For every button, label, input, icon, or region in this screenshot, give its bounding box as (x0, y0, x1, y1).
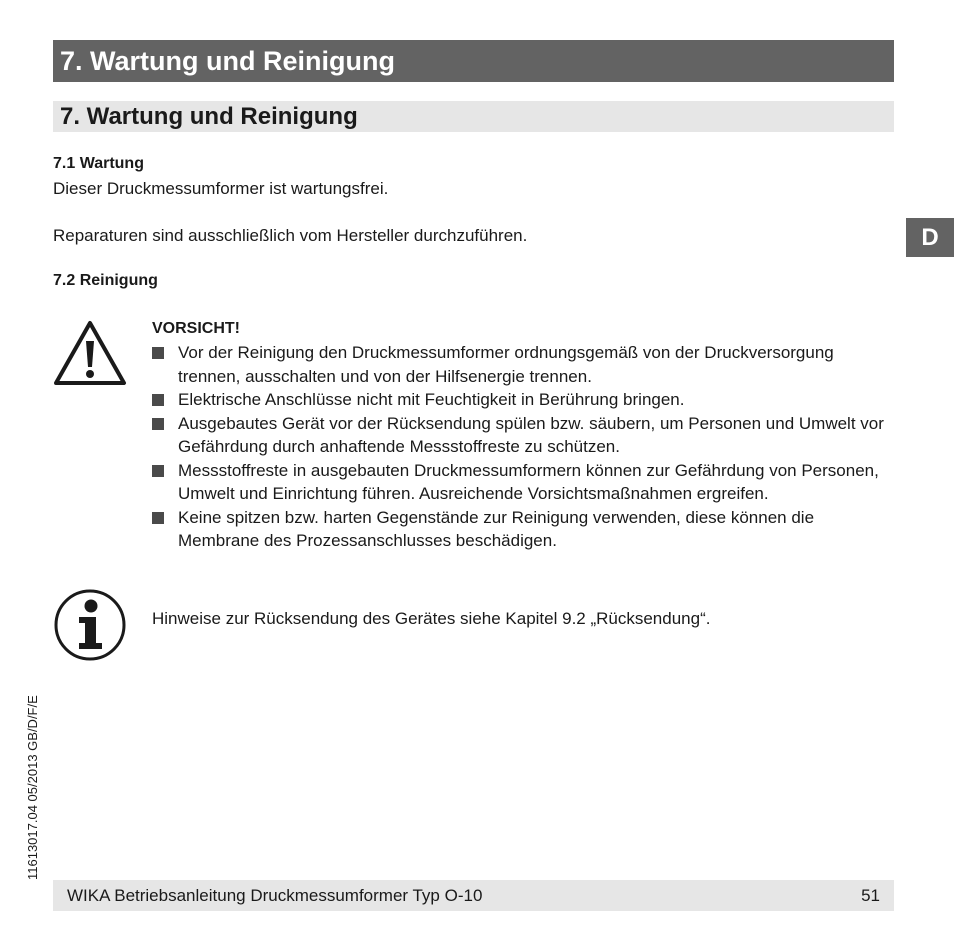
list-item-text: Ausgebautes Gerät vor der Rücksendung spülen bzw. säubern, um Personen und Umwelt vor Gefährdung durch anhaftende Messstoffreste zu schützen. (178, 413, 884, 456)
section-header: 7. Wartung und Reinigung (53, 101, 894, 132)
square-bullet-icon (152, 512, 164, 524)
info-text: Hinweise zur Rücksendung des Gerätes siehe Kapitel 9.2 „Rücksendung“. (152, 609, 711, 628)
square-bullet-icon (152, 465, 164, 477)
square-bullet-icon (152, 418, 164, 430)
footer-title: WIKA Betriebsanleitung Druckmessumformer Typ O-10 (67, 886, 483, 905)
warning-triangle-icon (53, 319, 127, 387)
info-icon (53, 588, 127, 662)
list-item (152, 459, 897, 506)
list-item (152, 388, 897, 412)
list-item-text: Messstoffreste in ausgebauten Druckmessumformern können zur Gefährdung von Personen, Umwelt und Einrichtung führen. Ausreichende Vorsichtsmaßnahmen ergreifen. (178, 460, 879, 503)
language-tab[interactable]: D (906, 218, 954, 257)
wartung-text-1: Dieser Druckmessumformer ist wartungsfrei. (53, 179, 389, 198)
square-bullet-icon (152, 347, 164, 359)
caution-block (152, 319, 897, 553)
list-item-text: Keine spitzen bzw. harten Gegenstände zur Reinigung verwenden, diese können die Membrane des Prozessanschlusses beschädigen. (178, 507, 815, 550)
chapter-header: 7. Wartung und Reinigung (53, 40, 894, 82)
reinigung-heading: 7.2 Reinigung (53, 272, 158, 289)
square-bullet-icon (152, 394, 164, 406)
list-item (152, 506, 897, 553)
document-id: 11613017.04 05/2013 GB/D/F/E (25, 695, 40, 880)
list-item (152, 341, 897, 388)
page-footer (53, 880, 894, 911)
caution-title: VORSICHT! (152, 320, 240, 337)
wartung-heading: 7.1 Wartung (53, 155, 144, 172)
caution-list (152, 341, 897, 553)
page-number: 51 (861, 886, 880, 905)
list-item-text: Vor der Reinigung den Druckmessumformer ordnungsgemäß von der Druckversorgung trennen, ausschalten und von der Hilfsenergie trennen. (178, 343, 834, 386)
wartung-text-2: Reparaturen sind ausschließlich vom Hersteller durchzuführen. (53, 226, 528, 245)
list-item-text: Elektrische Anschlüsse nicht mit Feuchtigkeit in Berührung bringen. (178, 390, 685, 409)
list-item (152, 412, 897, 459)
